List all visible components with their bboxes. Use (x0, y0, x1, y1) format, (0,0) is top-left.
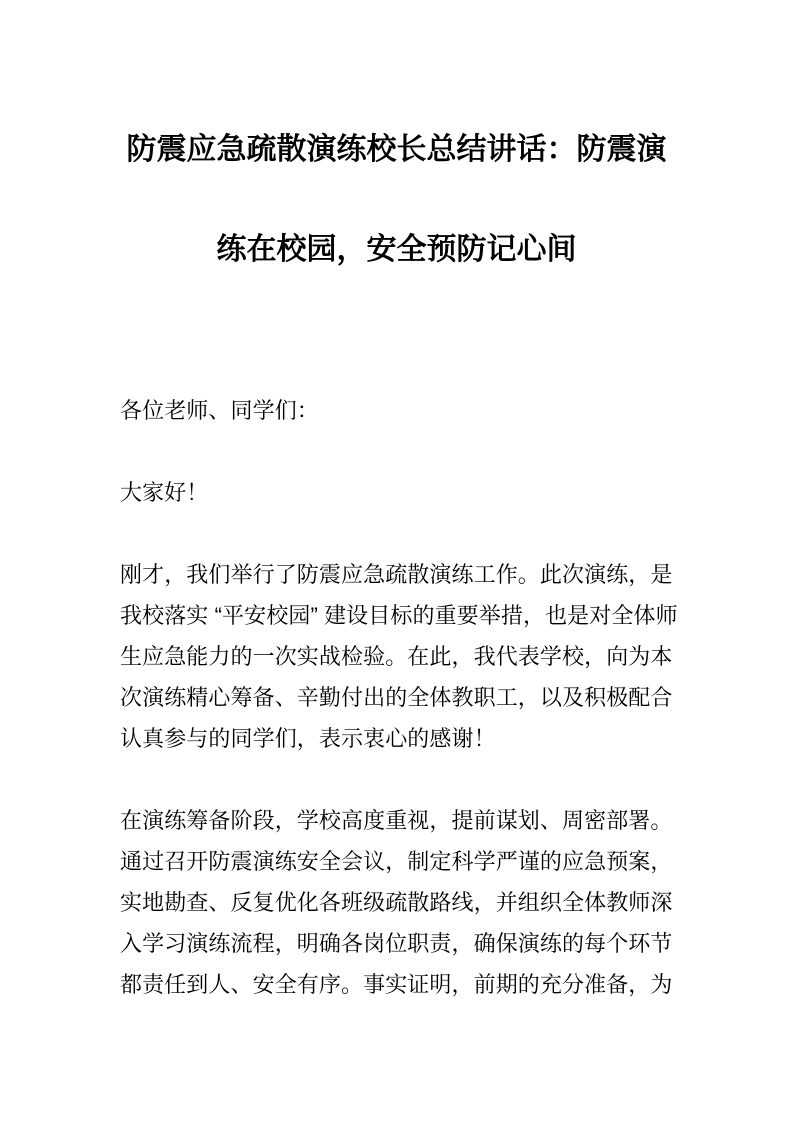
paragraph-greeting (120, 472, 676, 513)
text-line: 认真参与的同学们，表示衷心的感谢！ (120, 726, 496, 751)
text-line: 刚才，我们举行了防震应急疏散演练工作。此次演练，是 (120, 562, 673, 587)
text-line: 都责任到人、安全有序。事实证明，前期的充分准备，为 (120, 972, 673, 997)
document-title (118, 100, 675, 300)
text-line: 各位老师、同学们： (120, 398, 319, 423)
document-body (120, 390, 676, 1005)
text-line: 通过召开防震演练安全会议，制定科学严谨的应急预案， (120, 849, 673, 874)
text-line: 生应急能力的一次实战检验。在此，我代表学校，向为本 (120, 644, 673, 669)
text-line: 我校落实 “平安校园” 建设目标的重要举措，也是对全体师 (120, 603, 678, 628)
text-line: 次演练精心筹备、辛勤付出的全体教职工，以及积极配合 (120, 685, 673, 710)
paragraph-salutation (120, 390, 676, 431)
paragraph-drill-thanks (120, 554, 676, 759)
text-line: 大家好！ (120, 480, 209, 505)
title-line-1: 防震应急疏散演练校长总结讲话：防震演 (126, 133, 667, 166)
text-line: 实地勘查、反复优化各班级疏散路线，并组织全体教师深 (120, 890, 673, 915)
text-line: 在演练筹备阶段，学校高度重视，提前谋划、周密部署。 (120, 808, 673, 833)
paragraph-preparation-stage (120, 800, 676, 1005)
text-line: 入学习演练流程，明确各岗位职责，确保演练的每个环节 (120, 931, 673, 956)
title-line-2: 练在校园，安全预防记心间 (216, 233, 577, 266)
